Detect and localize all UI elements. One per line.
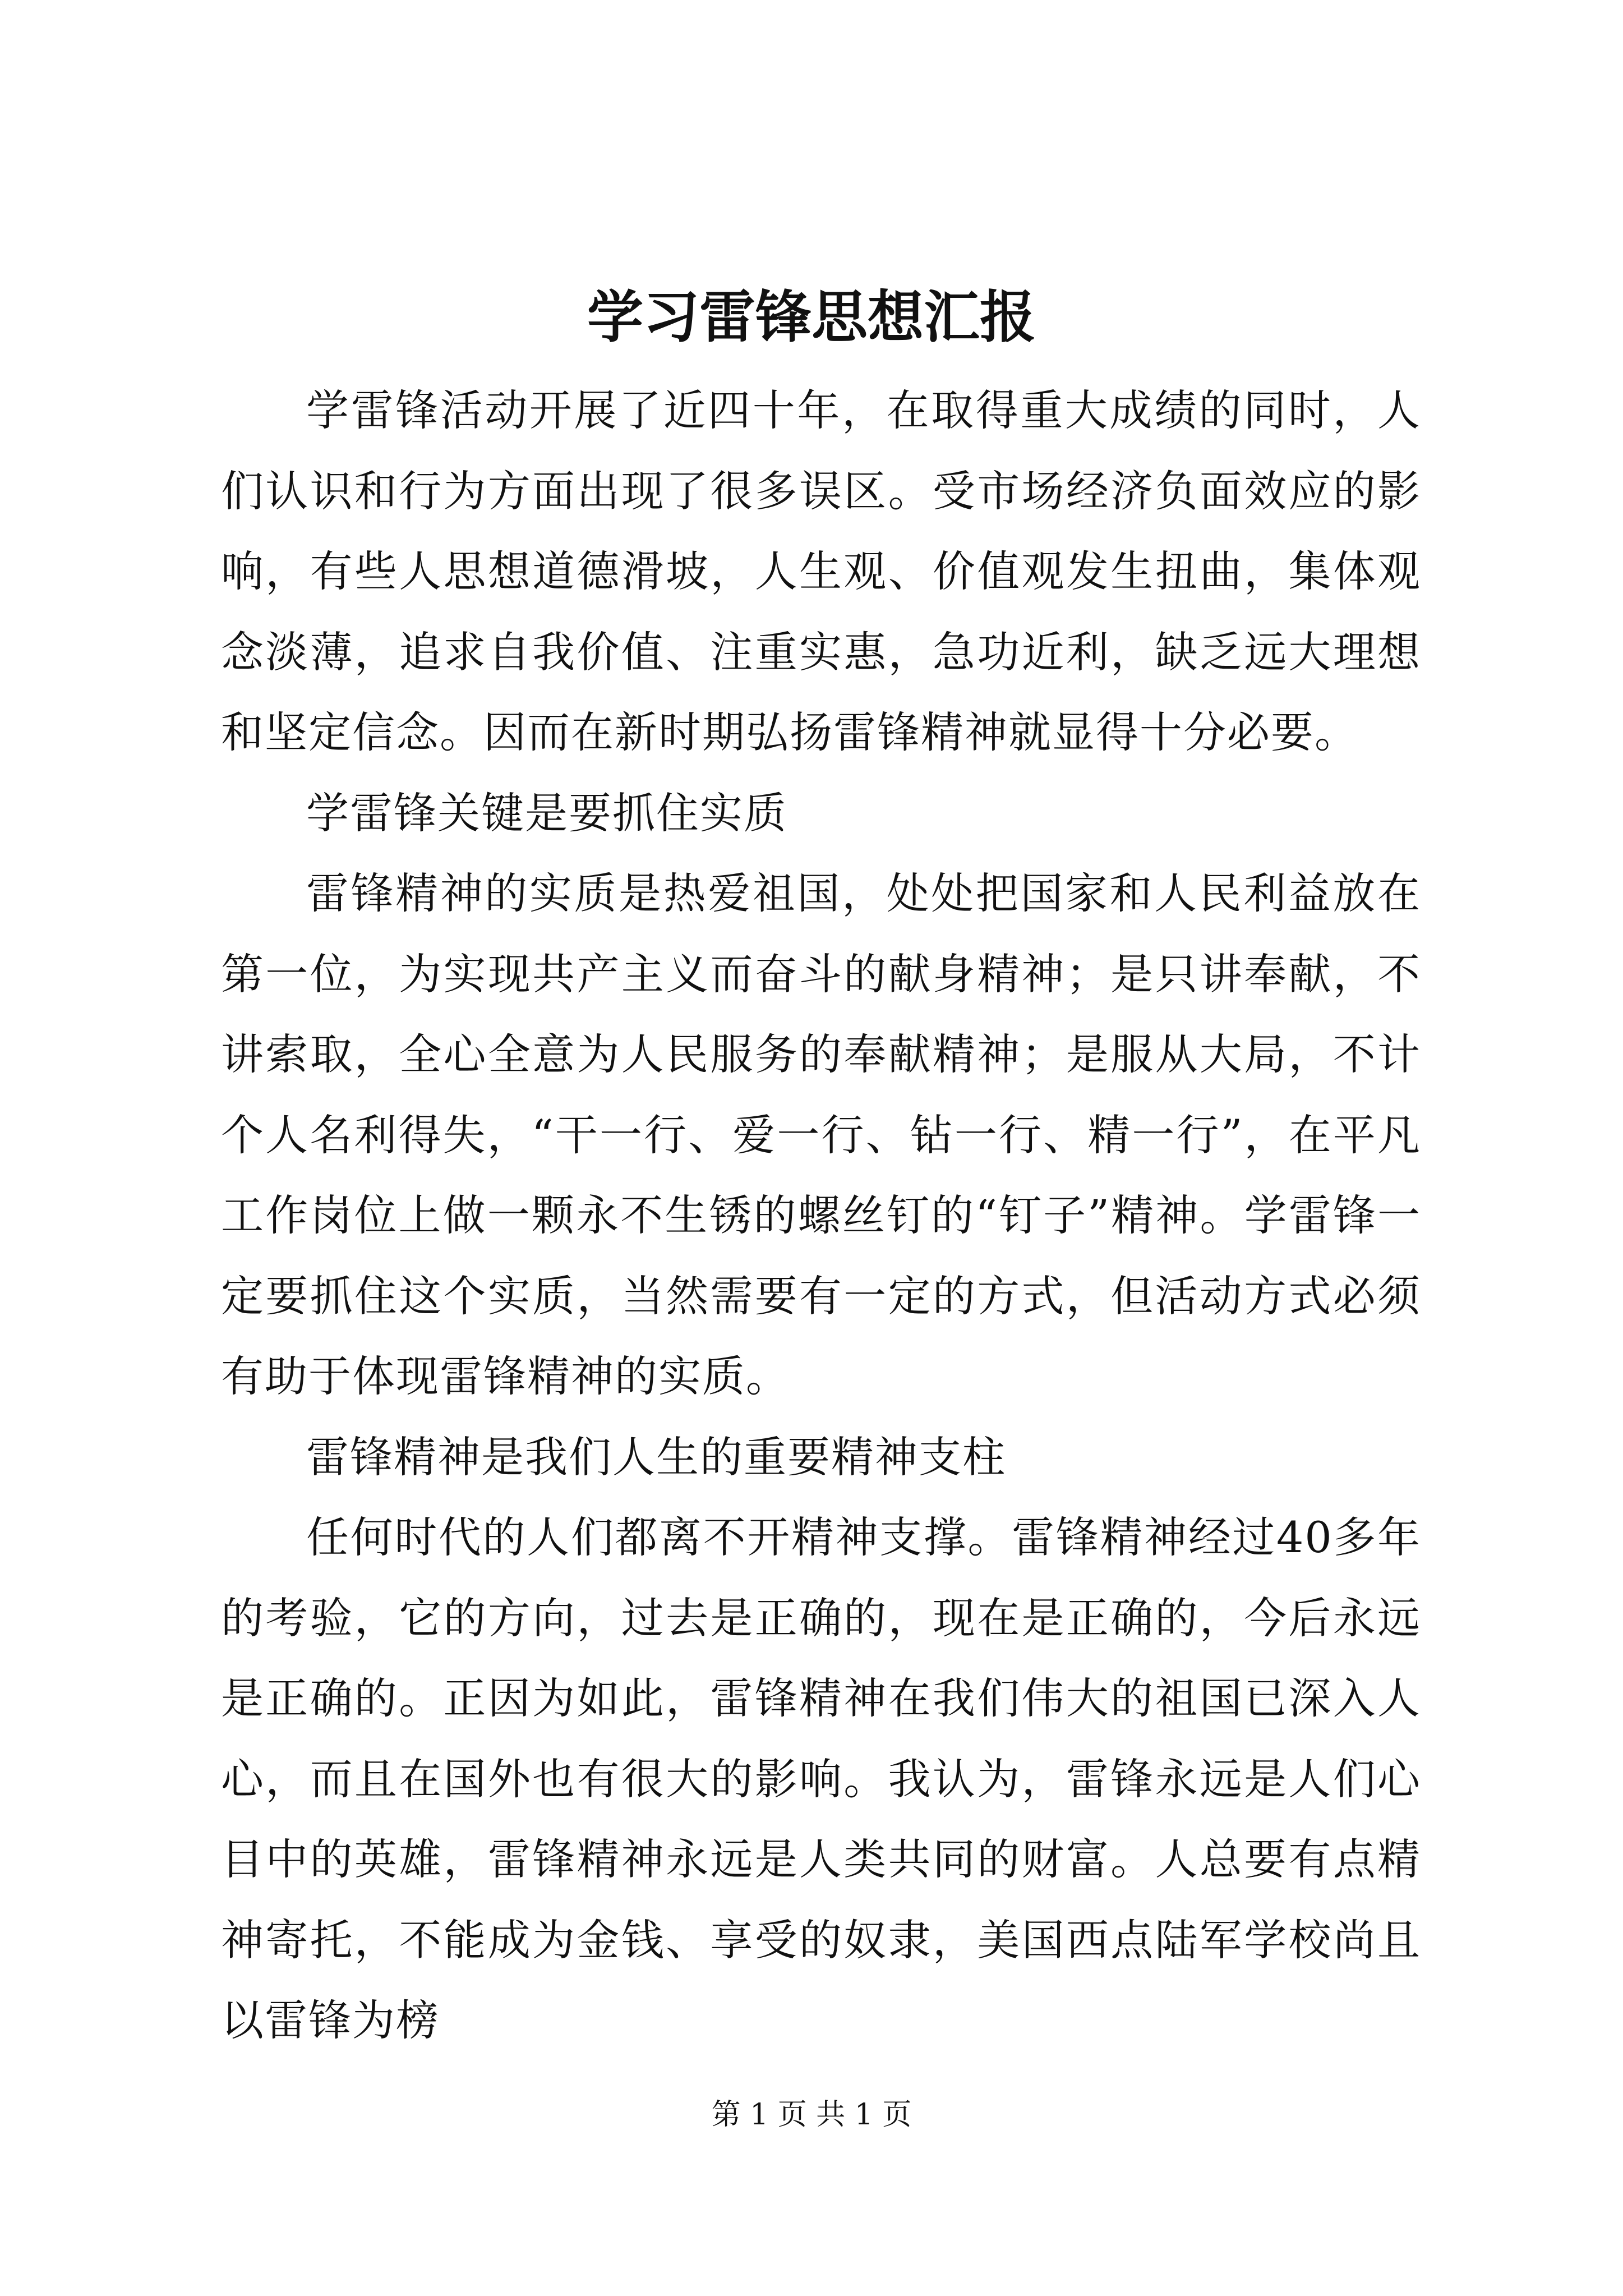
document-body — [221, 370, 1421, 2061]
paragraph-essence: 雷锋精神的实质是热爱祖国，处处把国家和人民利益放在第一位，为实现共产主义而奋斗的献身精神；是只讲奉献，不讲索取，全心全意为人民服务的奉献精神；是服从大局，不计个人名利得失，“干一行、爱一行、钻一行、精一行”，在平凡工作岗位上做一颗永不生锈的螺丝钉的“钉子”精神。学雷锋一定要抓住这个实质，当然需要有一定的方式，但活动方式必须有助于体现雷锋精神的实质。 — [221, 868, 1421, 1401]
section-heading-essence: 学雷锋关键是要抓住实质 — [306, 788, 787, 838]
section-heading-pillar: 雷锋精神是我们人生的重要精神支柱 — [306, 1432, 1006, 1482]
paragraph-intro: 学雷锋活动开展了近四十年，在取得重大成绩的同时，人们认识和行为方面出现了很多误区。受市场经济负面效应的影响，有些人思想道德滑坡，人生观、价值观发生扭曲，集体观念淡薄，追求自我价值、注重实惠，急功近利，缺乏远大理想和坚定信念。因而在新时期弘扬雷锋精神就显得十分必要。 — [221, 385, 1421, 757]
page-footer: 第 1 页 共 1 页 — [711, 2098, 912, 2132]
document-title: 学习雷锋思想汇报 — [587, 284, 1036, 350]
paragraph-pillar: 任何时代的人们都离不开精神支撑。雷锋精神经过40多年的考验，它的方向，过去是正确的，现在是正确的，今后永远是正确的。正因为如此，雷锋精神在我们伟大的祖国已深入人心，而且在国外也有很大的影响。我认为，雷锋永远是人们心目中的英雄，雷锋精神永远是人类共同的财富。人总要有点精神寄托，不能成为金钱、享受的奴隶，美国西点陆军学校尚且以雷锋为榜 — [221, 1512, 1421, 2045]
